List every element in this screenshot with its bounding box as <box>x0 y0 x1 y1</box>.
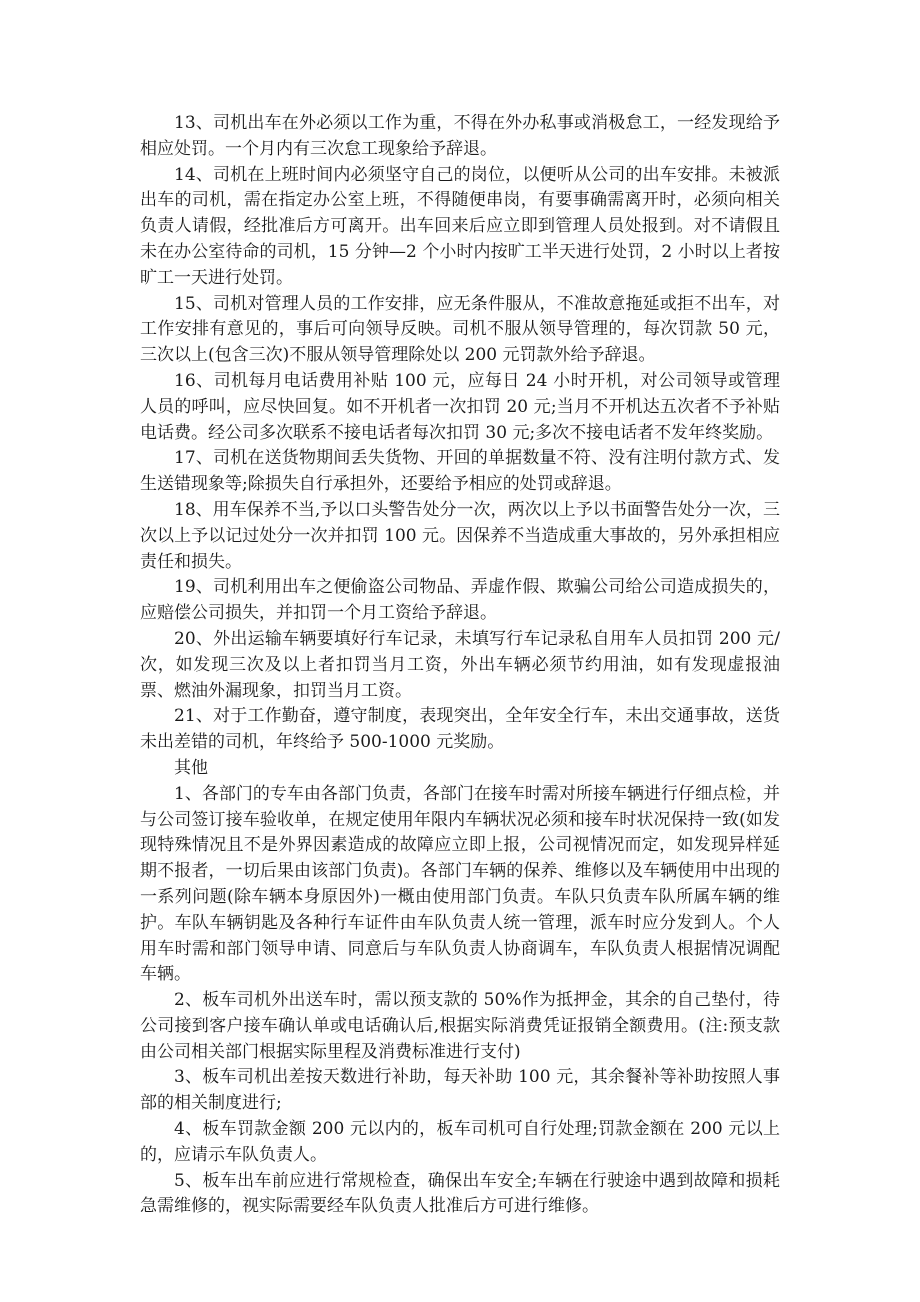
paragraph-rule-16: 16、司机每月电话费用补贴 100 元，应每日 24 小时开机，对公司领导或管理人员的呼叫，应尽快回复。如不开机者一次扣罚 20 元;当月不开机达五次者不予补贴电话费。经公司多次联系不接电话者每次扣罚 30 元;多次不接电话者不发年终奖励。 <box>140 370 780 443</box>
paragraph-rule-17: 17、司机在送货物期间丢失货物、开回的单据数量不符、没有注明付款方式、发生送错现象等;除损失自行承担外，还要给予相应的处罚或辞退。 <box>140 448 780 495</box>
paragraph-other-4: 4、板车罚款金额 200 元以内的，板车司机可自行处理;罚款金额在 200 元以上的，应请示车队负责人。 <box>140 1119 780 1165</box>
paragraph-rule-19: 19、司机利用出车之便偷盗公司物品、弄虚作假、欺骗公司给公司造成损失的，应赔偿公司损失，并扣罚一个月工资给予辞退。 <box>140 577 780 624</box>
paragraph-rule-15: 15、司机对管理人员的工作安排，应无条件服从，不准故意拖延或拒不出车，对工作安排有意见的，事后可向领导反映。司机不服从领导管理的，每次罚款 50 元，三次以上(包含三次)不服从领导管理除处以 200 元罚款外给予辞退。 <box>140 293 780 366</box>
paragraph-other-1: 1、各部门的专车由各部门负责，各部门在接车时需对所接车辆进行仔细点检，并与公司签订接车验收单，在规定使用年限内车辆状况必须和接车时状况保持一致(如发现特殊情况且不是外界因素造成的故障应立即上报，公司视情况而定，如发现异样延期不报者，一切后果由该部门负责)。各部门车辆的保养、维修以及车辆使用中出现的一系列问题(除车辆本身原因外)一概由使用部门负责。车队只负责车队所属车辆的维护。车队车辆钥匙及各种行车证件由车队负责人统一管理，派车时应分发到人。个人用车时需和部门领导申请、同意后与车队负责人协商调车，车队负责人根据情况调配车辆。 <box>140 783 780 985</box>
paragraph-other-3: 3、板车司机出差按天数进行补助，每天补助 100 元，其余餐补等补助按照人事部的相关制度进行; <box>140 1067 780 1114</box>
paragraph-rule-21: 21、对于工作勤奋，遵守制度，表现突出，全年安全行车，未出交通事故，送货未出差错的司机，年终给予 500-1000 元奖励。 <box>140 706 780 753</box>
section-heading-other: 其他 <box>174 757 208 778</box>
document-body <box>140 111 780 1220</box>
paragraph-rule-20: 20、外出运输车辆要填好行车记录，未填写行车记录私自用车人员扣罚 200 元/次，如发现三次及以上者扣罚当月工资，外出车辆必须节约用油，如有发现虚报油票、燃油外漏现象，扣罚当月工资。 <box>140 628 780 701</box>
paragraph-other-2: 2、板车司机外出送车时，需以预支款的 50%作为抵押金，其余的自己垫付，待公司接到客户接车确认单或电话确认后,根据实际消费凭证报销全额费用。(注:预支款由公司相关部门根据实际里程及消费标准进行支付) <box>140 990 780 1062</box>
paragraph-other-5: 5、板车出车前应进行常规检查，确保出车安全;车辆在行驶途中遇到故障和损耗急需维修的，视实际需要经车队负责人批准后方可进行维修。 <box>140 1170 780 1217</box>
paragraph-rule-18: 18、用车保养不当,予以口头警告处分一次，两次以上予以书面警告处分一次，三次以上予以记过处分一次并扣罚 100 元。因保养不当造成重大事故的，另外承担相应责任和损失。 <box>140 499 780 572</box>
paragraph-rule-14: 14、司机在上班时间内必须坚守自己的岗位，以便听从公司的出车安排。未被派出车的司机，需在指定办公室上班，不得随便串岗，有要事确需离开时，必须向相关负责人请假，经批准后方可离开。出车回来后应立即到管理人员处报到。对不请假且未在办公室待命的司机，15 分钟—2 个小时内按旷工半天进行处罚，2 小时以上者按旷工一天进行处罚。 <box>140 164 780 288</box>
paragraph-rule-13: 13、司机出车在外必须以工作为重，不得在外办私事或消极怠工，一经发现给予相应处罚。一个月内有三次怠工现象给予辞退。 <box>140 113 780 159</box>
